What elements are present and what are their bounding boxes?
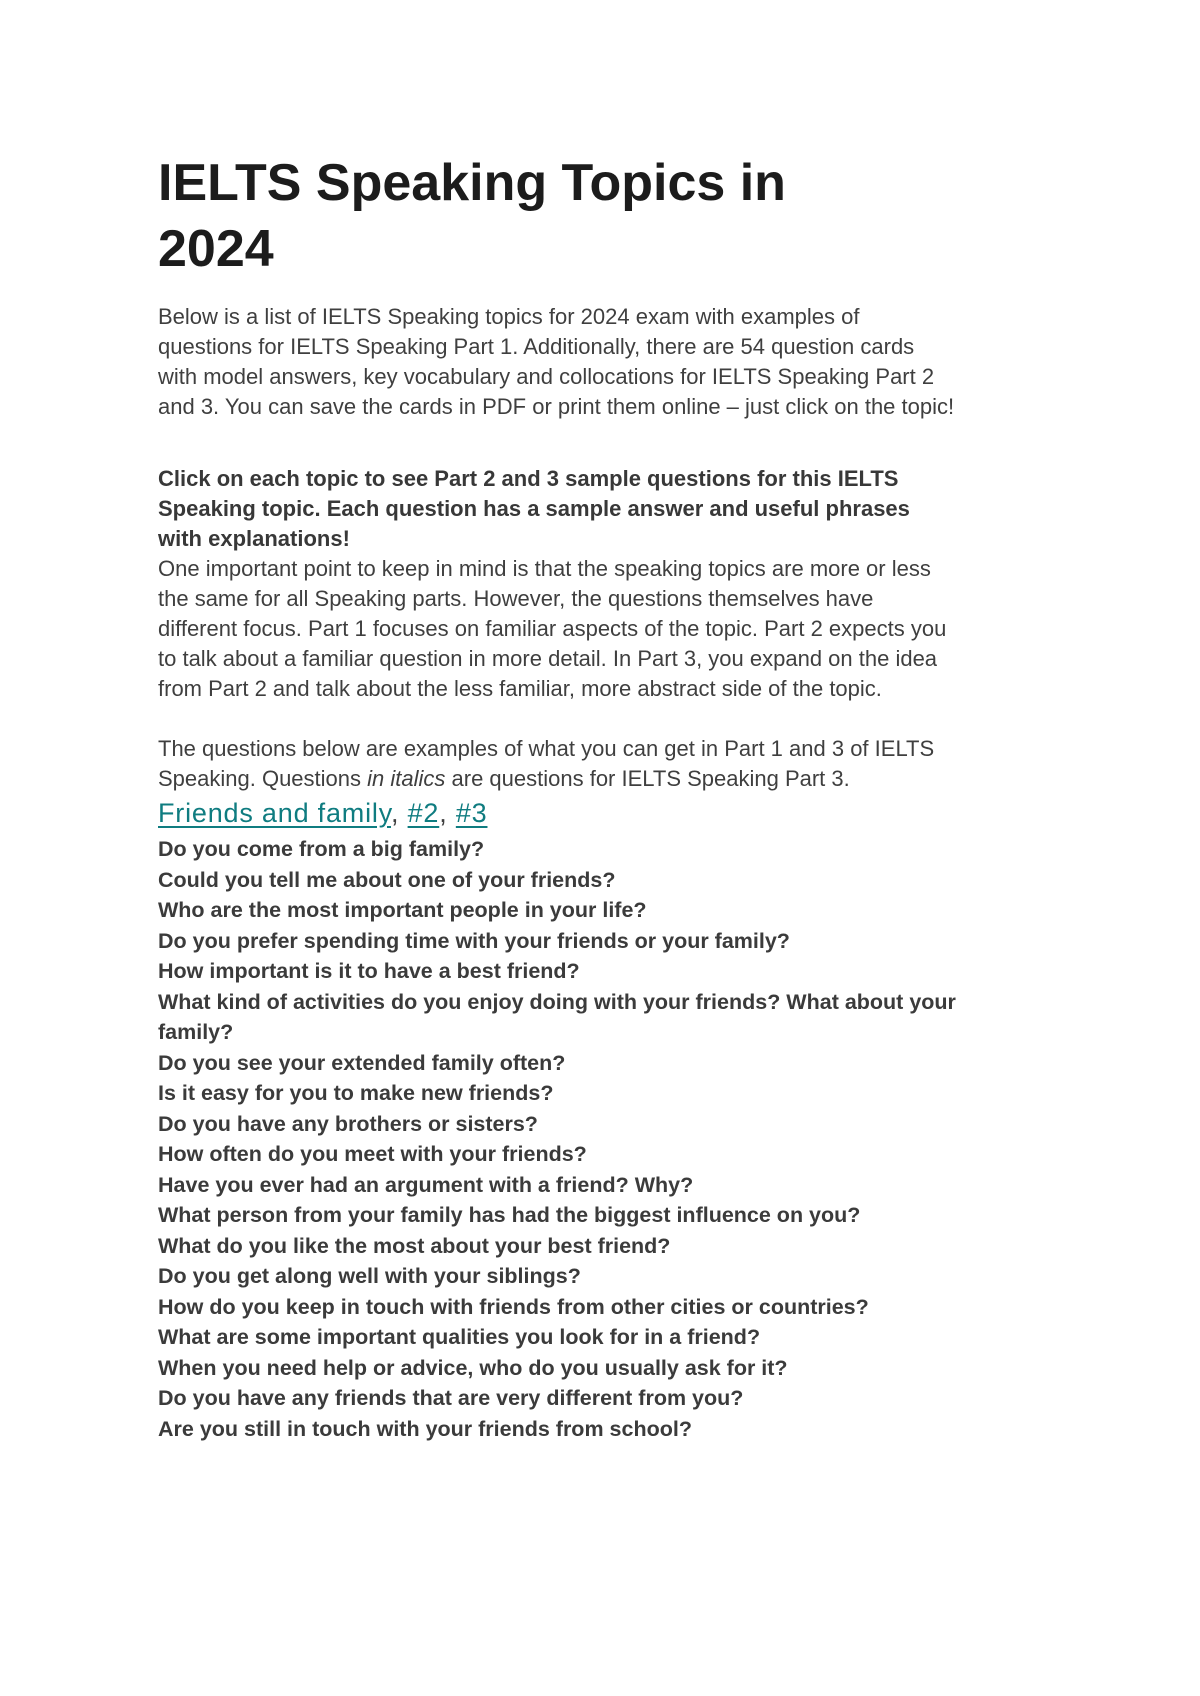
- note-text-before: The questions below are examples of what you can get in Part 1 and 3 of IELTS Speaking. Questions: [158, 736, 935, 791]
- intro-paragraph: Below is a list of IELTS Speaking topics for 2024 exam with examples of questions for IELTS Speaking Part 1. Additionally, there are 54 question cards with model answers, key vocabulary and collocations for IELTS Speaking Part 2 and 3. You can save the cards in PDF or print them online – just click on the topic!: [158, 304, 955, 419]
- note-text-italic: in italics: [367, 766, 446, 791]
- question-line: What kind of activities do you enjoy doing with your friends? What about your family?: [158, 989, 956, 1044]
- topic-link-separator: ,: [390, 798, 408, 828]
- question-line: How important is it to have a best friend?: [158, 959, 580, 983]
- explanation-paragraph: One important point to keep in mind is that the speaking topics are more or less the same for all Speaking parts. However, the questions themselves have different focus. Part 1 focuses on familiar aspects of the topic. Part 2 expects you to talk about a familiar question in more detail. In Part 3, you expand on the idea from Part 2 and talk about the less familiar, more abstract side of the topic.: [158, 556, 947, 701]
- question-line: When you need help or advice, who do you usually ask for it?: [158, 1355, 788, 1380]
- topic-link-3[interactable]: #3: [455, 798, 488, 828]
- instruction-paragraph: Click on each topic to see Part 2 and 3 sample questions for this IELTS Speaking topic. Each question has a sample answer and useful phrases with explanations!: [158, 466, 910, 551]
- question-line: How often do you meet with your friends?: [158, 1142, 587, 1166]
- question-line: Do you prefer spending time with your friends or your family?: [158, 928, 790, 953]
- question-line: What person from your family has had the biggest influence on you?: [158, 1203, 861, 1227]
- document-content: [158, 150, 958, 1444]
- question-line: Have you ever had an argument with a friend? Why?: [158, 1172, 694, 1197]
- question-line: Do you have any brothers or sisters?: [158, 1111, 538, 1136]
- question-line: How do you keep in touch with friends from other cities or countries?: [158, 1294, 869, 1319]
- topic-links-row: [158, 794, 958, 832]
- question-line: Do you get along well with your siblings?: [158, 1264, 581, 1288]
- topic-link-2[interactable]: #2: [407, 798, 440, 828]
- topic-link-friends-and-family[interactable]: Friends and family: [158, 798, 391, 828]
- question-line: Could you tell me about one of your friends?: [158, 867, 616, 892]
- question-line: What are some important qualities you look for in a friend?: [158, 1325, 761, 1349]
- topic-link-separator: ,: [439, 798, 456, 828]
- note-text-after: are questions for IELTS Speaking Part 3.: [445, 766, 850, 791]
- question-line: Is it easy for you to make new friends?: [158, 1081, 554, 1105]
- question-line: What do you like the most about your best friend?: [158, 1233, 671, 1258]
- page-title: IELTS Speaking Topics in 2024: [158, 154, 786, 278]
- note-paragraph: [158, 734, 958, 794]
- question-list: [158, 834, 958, 1444]
- question-line: Do you see your extended family often?: [158, 1050, 566, 1075]
- question-line: Who are the most important people in your life?: [158, 898, 647, 922]
- question-line: Are you still in touch with your friends from school?: [158, 1416, 692, 1441]
- question-line: Do you have any friends that are very different from you?: [158, 1386, 744, 1410]
- question-line: Do you come from a big family?: [158, 837, 485, 861]
